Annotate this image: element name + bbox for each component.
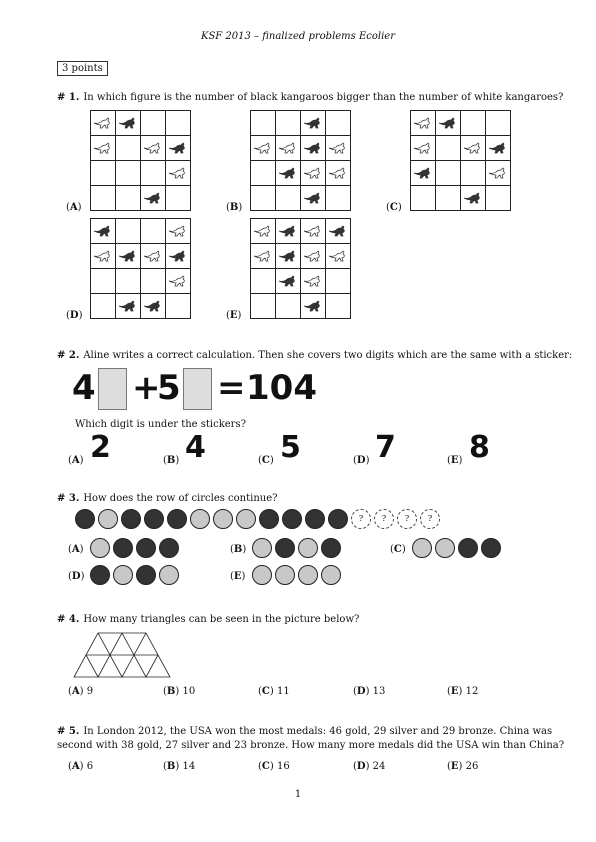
q3-text (57, 493, 277, 504)
black-kangaroo-icon (303, 141, 323, 155)
black-kangaroo-icon (303, 116, 323, 130)
grid-cell (141, 219, 166, 244)
black-kangaroo-icon (93, 224, 113, 238)
black-kangaroo-icon (168, 141, 188, 155)
sticker-1 (98, 368, 127, 410)
grid-cell (251, 186, 276, 211)
white-kangaroo-icon (463, 141, 483, 155)
black-kangaroo-icon (278, 166, 298, 180)
white-kangaroo-icon (253, 141, 273, 155)
white-kangaroo-icon (93, 141, 113, 155)
grid-cell (251, 111, 276, 136)
white-kangaroo-icon (303, 224, 323, 238)
calc-result: 104 (246, 368, 317, 408)
black-kangaroo-icon (278, 274, 298, 288)
option-circle (90, 538, 110, 558)
q1-option-d[interactable]: (D) (66, 310, 83, 321)
black-kangaroo-icon (143, 299, 163, 313)
q5-question-1: In London 2012, the USA won the most medals: 46 gold, 29 silver and 29 bronze. China was (83, 726, 553, 737)
grid-cell (326, 136, 351, 161)
grid-cell (141, 136, 166, 161)
white-kangaroo-icon (253, 249, 273, 263)
black-kangaroo-icon (413, 166, 433, 180)
q5-option-c[interactable]: (C) 16 (258, 761, 290, 772)
grid-cell (436, 136, 461, 161)
row-circle (144, 509, 164, 529)
question-circle: ? (420, 509, 440, 529)
grid-cell (166, 111, 191, 136)
question-circle: ? (374, 509, 394, 529)
q5-question-2: second with 38 gold, 27 silver and 23 bronze. How many more medals did the USA win than China? (57, 740, 565, 751)
grid-cell (301, 269, 326, 294)
grid-cell (326, 219, 351, 244)
figure-grid-e (250, 218, 351, 319)
grid-cell (486, 161, 511, 186)
grid-cell (276, 136, 301, 161)
q5-option-b[interactable]: (B) 14 (163, 761, 196, 772)
triangle-figure (72, 631, 172, 679)
grid-cell (166, 219, 191, 244)
calc-digit-1: 4 (72, 368, 96, 408)
question-circle: ? (351, 509, 371, 529)
sticker-2 (183, 368, 212, 410)
q2-option-b-digit: 4 (185, 430, 206, 465)
grid-cell (276, 269, 301, 294)
black-kangaroo-icon (328, 224, 348, 238)
grid-cell (91, 136, 116, 161)
grid-cell (276, 244, 301, 269)
grid-cell (411, 111, 436, 136)
q4-option-c[interactable]: (C) 11 (258, 686, 290, 697)
white-kangaroo-icon (303, 166, 323, 180)
grid-cell (91, 244, 116, 269)
white-kangaroo-icon (93, 249, 113, 263)
grid-cell (116, 161, 141, 186)
white-kangaroo-icon (413, 116, 433, 130)
grid-cell (276, 161, 301, 186)
grid-cell (116, 294, 141, 319)
black-kangaroo-icon (463, 191, 483, 205)
q1-option-e[interactable]: (E) (226, 310, 242, 321)
grid-cell (436, 186, 461, 211)
grid-cell (91, 186, 116, 211)
grid-cell (301, 111, 326, 136)
q4-option-d[interactable]: (D) 13 (353, 686, 386, 697)
q5-number: # 5. (57, 726, 80, 737)
option-circle (321, 565, 341, 585)
grid-cell (116, 136, 141, 161)
option-circle (298, 538, 318, 558)
q4-question: How many triangles can be seen in the picture below? (83, 614, 360, 625)
q2-question: Aline writes a correct calculation. Then she covers two digits which are the same with a sticker: (83, 350, 573, 361)
black-kangaroo-icon (143, 191, 163, 205)
grid-cell (301, 136, 326, 161)
q2-option-c[interactable]: (C) (258, 455, 274, 466)
white-kangaroo-icon (303, 249, 323, 263)
grid-cell (301, 294, 326, 319)
q4-option-a[interactable]: (A) 9 (68, 686, 94, 697)
figure-grid-c (410, 110, 511, 211)
black-kangaroo-icon (118, 116, 138, 130)
grid-cell (91, 294, 116, 319)
figure-grid-d (90, 218, 191, 319)
option-circle (481, 538, 501, 558)
row-circle (121, 509, 141, 529)
page-header: KSF 2013 – finalized problems Ecolier (200, 31, 395, 42)
grid-cell (301, 219, 326, 244)
row-circle (236, 509, 256, 529)
grid-cell (326, 294, 351, 319)
option-circle (159, 538, 179, 558)
row-circle (328, 509, 348, 529)
grid-cell (276, 294, 301, 319)
q5-option-d[interactable]: (D) 24 (353, 761, 386, 772)
white-kangaroo-icon (328, 249, 348, 263)
q4-text (57, 614, 359, 625)
grid-cell (461, 186, 486, 211)
option-circle (252, 538, 272, 558)
figure-grid-a (90, 110, 191, 211)
q2-option-b[interactable]: (B) (163, 455, 180, 466)
grid-cell (91, 269, 116, 294)
white-kangaroo-icon (93, 116, 113, 130)
q3-option-d[interactable]: (D) (68, 571, 85, 582)
grid-cell (326, 244, 351, 269)
grid-cell (141, 269, 166, 294)
grid-cell (116, 244, 141, 269)
grid-cell (116, 186, 141, 211)
white-kangaroo-icon (328, 166, 348, 180)
q2-subquestion: Which digit is under the stickers? (75, 419, 246, 430)
q2-option-a-digit: 2 (90, 430, 111, 465)
grid-cell (326, 186, 351, 211)
white-kangaroo-icon (168, 274, 188, 288)
points-box: 3 points (57, 61, 108, 76)
grid-cell (411, 161, 436, 186)
option-circle (136, 538, 156, 558)
option-circle (113, 565, 133, 585)
grid-cell (251, 244, 276, 269)
q1-option-b[interactable]: (B) (226, 202, 243, 213)
grid-cell (461, 111, 486, 136)
q3-question: How does the row of circles continue? (83, 493, 278, 504)
white-kangaroo-icon (488, 166, 508, 180)
q4-option-b[interactable]: (B) 10 (163, 686, 196, 697)
white-kangaroo-icon (168, 224, 188, 238)
grid-cell (251, 219, 276, 244)
grid-cell (116, 219, 141, 244)
row-circle (305, 509, 325, 529)
black-kangaroo-icon (118, 249, 138, 263)
option-circle (275, 538, 295, 558)
q5-option-a[interactable]: (A) 6 (68, 761, 94, 772)
q1-option-c[interactable]: (C) (386, 202, 402, 213)
q2-text (57, 350, 572, 361)
option-circle (298, 565, 318, 585)
q1-option-a[interactable]: (A) (66, 202, 82, 213)
q2-option-c-digit: 5 (280, 430, 301, 465)
grid-cell (326, 161, 351, 186)
grid-cell (141, 294, 166, 319)
grid-cell (141, 161, 166, 186)
grid-cell (166, 161, 191, 186)
grid-cell (141, 186, 166, 211)
option-circle (136, 565, 156, 585)
row-circle (98, 509, 118, 529)
grid-cell (166, 244, 191, 269)
grid-cell (326, 111, 351, 136)
q2-option-d[interactable]: (D) (353, 455, 370, 466)
grid-cell (461, 136, 486, 161)
white-kangaroo-icon (143, 141, 163, 155)
grid-cell (276, 111, 301, 136)
black-kangaroo-icon (438, 116, 458, 130)
option-circle (113, 538, 133, 558)
grid-cell (116, 111, 141, 136)
grid-cell (301, 161, 326, 186)
row-circle (190, 509, 210, 529)
black-kangaroo-icon (278, 249, 298, 263)
q3-option-b[interactable]: (B) (230, 544, 247, 555)
grid-cell (276, 219, 301, 244)
grid-cell (251, 136, 276, 161)
grid-cell (116, 269, 141, 294)
q1-text (57, 92, 563, 103)
q2-option-e[interactable]: (E) (447, 455, 463, 466)
row-circle (213, 509, 233, 529)
grid-cell (166, 294, 191, 319)
black-kangaroo-icon (488, 141, 508, 155)
row-circle (167, 509, 187, 529)
q4-option-e[interactable]: (E) 12 (447, 686, 479, 697)
grid-cell (301, 244, 326, 269)
row-circle (75, 509, 95, 529)
grid-cell (436, 111, 461, 136)
white-kangaroo-icon (278, 141, 298, 155)
q2-option-e-digit: 8 (469, 430, 490, 465)
option-circle (90, 565, 110, 585)
option-circle (159, 565, 179, 585)
q2-option-d-digit: 7 (375, 430, 396, 465)
q5-option-e[interactable]: (E) 26 (447, 761, 479, 772)
q3-option-c[interactable]: (C) (390, 544, 406, 555)
white-kangaroo-icon (303, 274, 323, 288)
grid-cell (141, 244, 166, 269)
grid-cell (91, 219, 116, 244)
grid-cell (486, 111, 511, 136)
grid-cell (486, 186, 511, 211)
grid-cell (91, 111, 116, 136)
white-kangaroo-icon (168, 166, 188, 180)
black-kangaroo-icon (303, 299, 323, 313)
white-kangaroo-icon (143, 249, 163, 263)
calc-plus: + (132, 368, 161, 408)
black-kangaroo-icon (303, 191, 323, 205)
row-circle (259, 509, 279, 529)
grid-cell (166, 269, 191, 294)
q1-number: # 1. (57, 92, 80, 103)
grid-cell (411, 186, 436, 211)
grid-cell (251, 294, 276, 319)
figure-grid-b (250, 110, 351, 211)
option-circle (458, 538, 478, 558)
option-circle (321, 538, 341, 558)
grid-cell (166, 136, 191, 161)
black-kangaroo-icon (168, 249, 188, 263)
grid-cell (251, 161, 276, 186)
q3-option-a[interactable]: (A) (68, 544, 84, 555)
row-circle (282, 509, 302, 529)
q4-number: # 4. (57, 614, 80, 625)
q3-option-e[interactable]: (E) (230, 571, 246, 582)
q2-number: # 2. (57, 350, 80, 361)
page-number: 1 (294, 789, 302, 800)
option-circle (275, 565, 295, 585)
grid-cell (251, 269, 276, 294)
calc-digit-2: 5 (157, 368, 181, 408)
q3-number: # 3. (57, 493, 80, 504)
option-circle (412, 538, 432, 558)
option-circle (435, 538, 455, 558)
q2-option-a[interactable]: (A) (68, 455, 84, 466)
q1-question: In which figure is the number of black kangaroos bigger than the number of white kangaroes? (83, 92, 564, 103)
grid-cell (166, 186, 191, 211)
grid-cell (436, 161, 461, 186)
black-kangaroo-icon (118, 299, 138, 313)
grid-cell (141, 111, 166, 136)
option-circle (252, 565, 272, 585)
grid-cell (411, 136, 436, 161)
grid-cell (91, 161, 116, 186)
grid-cell (326, 269, 351, 294)
white-kangaroo-icon (253, 224, 273, 238)
white-kangaroo-icon (413, 141, 433, 155)
question-circle: ? (397, 509, 417, 529)
grid-cell (276, 186, 301, 211)
grid-cell (301, 186, 326, 211)
q5-text-1 (57, 726, 552, 737)
grid-cell (486, 136, 511, 161)
grid-cell (461, 161, 486, 186)
black-kangaroo-icon (278, 224, 298, 238)
white-kangaroo-icon (328, 141, 348, 155)
calc-equals: = (217, 368, 246, 408)
